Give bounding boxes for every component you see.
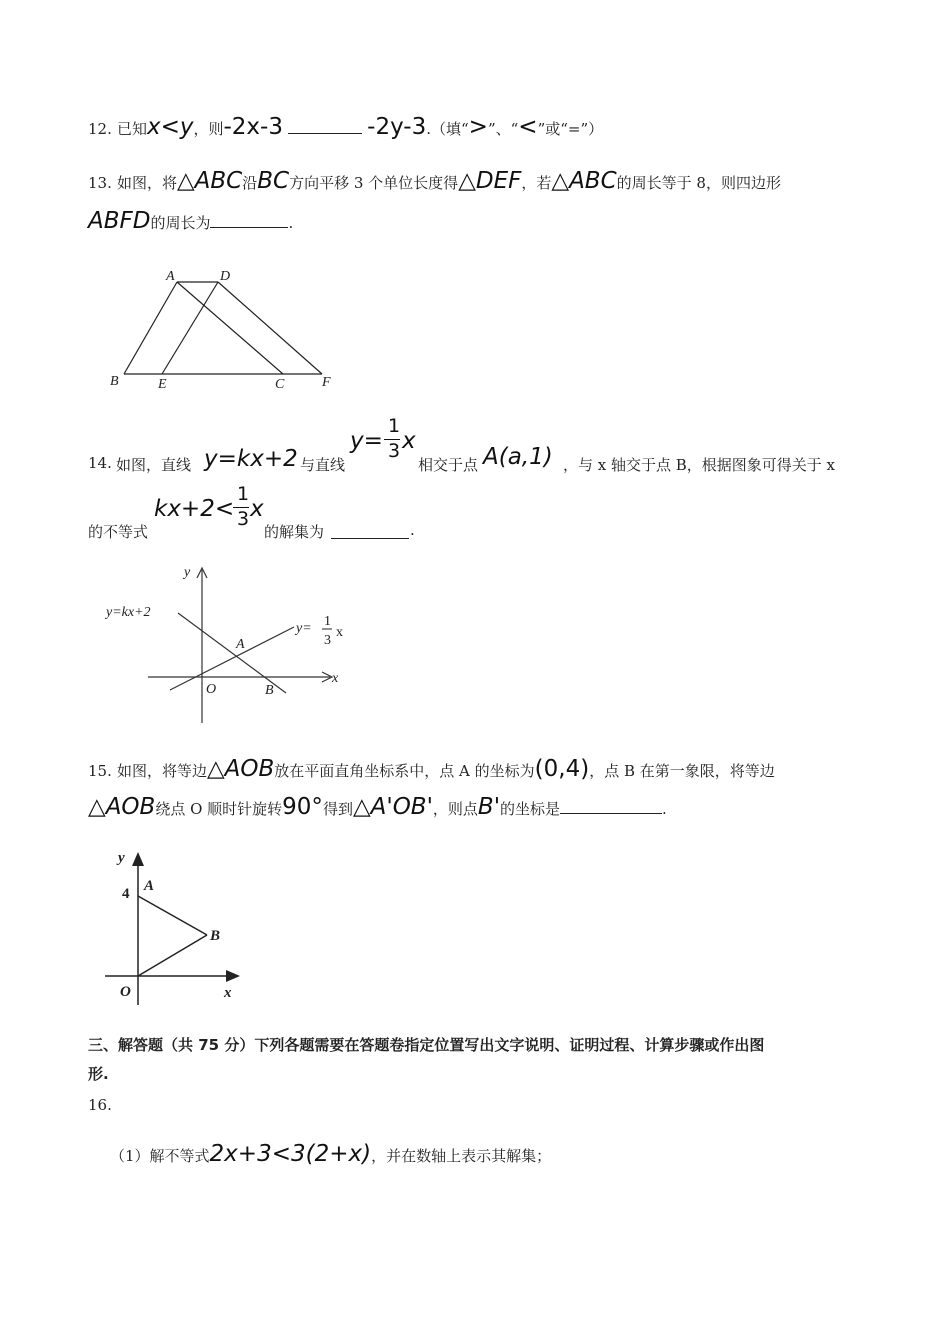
q12-text-3: .（填“ (426, 120, 469, 138)
label-o: O (120, 984, 131, 1000)
label-o: O (206, 682, 217, 697)
q13-text-5: 的周长等于 8，则四边形 (616, 174, 781, 192)
q14-y-equals: y= (350, 428, 383, 454)
label-c: C (275, 377, 285, 392)
q14-figure (100, 560, 360, 730)
segment-ac (177, 282, 283, 374)
q15-text-2: 放在平面直角坐标系中，点 A 的坐标为 (274, 762, 535, 780)
q14-frac-denominator-2: 3 (237, 508, 250, 530)
x-axis-arrow (226, 970, 240, 982)
segment-ab (138, 896, 207, 935)
axis-label-y: y (118, 850, 125, 866)
q15-figure (100, 840, 260, 1010)
q14-text-5: 的不等式 (88, 523, 149, 541)
q14-x-var-2: x (250, 496, 264, 522)
q15-text-4: 绕点 O 顺时针旋转 (155, 800, 283, 818)
q14-point-a: A(a,1) (483, 444, 553, 470)
q14-inequality-left: kx+2< (154, 496, 235, 522)
q12-less-symbol: < (518, 114, 538, 140)
q15-point-b-prime: B' (477, 794, 501, 820)
q14-text-7: . (410, 521, 415, 539)
question-16-number: 16. (88, 1096, 112, 1114)
axis-label-x: x (332, 671, 339, 686)
q15-angle: 90° (282, 794, 323, 820)
q15-triangle-aob-2: △AOB (88, 794, 156, 820)
section-3-heading (88, 1034, 764, 1084)
label-b: B (265, 683, 274, 698)
tick-label-4: 4 (122, 886, 130, 902)
label-a: A (166, 269, 175, 284)
label-line-2: y= (296, 621, 312, 636)
axis-label-y: y (184, 565, 191, 580)
q14-frac-numerator: 1 (388, 415, 401, 437)
question-12 (88, 114, 603, 140)
q14-text-2: 与直线 (300, 456, 346, 474)
answer-blank[interactable] (288, 117, 362, 134)
q12-given-inequality: x<y (146, 114, 194, 140)
q15-text-3: ，点 B 在第一象限，将等边 (589, 762, 775, 780)
segment-ob (138, 935, 207, 976)
q13-triangle-abc-2: △ABC (551, 168, 617, 194)
q15-triangle-aob: △AOB (206, 756, 275, 782)
axis-label-x: x (224, 985, 232, 1001)
answer-blank[interactable] (560, 797, 662, 814)
q13-triangle-def: △DEF (458, 168, 522, 194)
q12-greater-symbol: > (468, 114, 488, 140)
q12-text-4: ”、“ (487, 120, 519, 138)
q13-text-4: ，若 (521, 174, 552, 192)
question-number: 13. (88, 174, 112, 192)
label-line-2-num: 1 (324, 614, 331, 629)
q14-text-4: ，与 x 轴交于点 B，根据图象可得关于 x (563, 456, 836, 474)
label-line-1: y=kx+2 (106, 605, 151, 620)
question-16-part-1 (110, 1141, 551, 1167)
question-13-line-2 (88, 208, 293, 234)
question-15-line-2 (88, 794, 667, 820)
q13-figure (100, 262, 350, 397)
q13-triangle-abc: △ABC (176, 168, 243, 194)
q14-text-3: 相交于点 (418, 456, 479, 474)
question-number: 14. (88, 454, 112, 472)
question-15-line-1 (88, 756, 775, 782)
q15-coordinate-a: (0,4) (534, 756, 590, 782)
q15-text-6: ，则点 (432, 800, 478, 818)
q13-text-2: 沿 (242, 174, 258, 192)
label-a: A (236, 637, 245, 652)
section-3-line-2: 形. (88, 1065, 109, 1083)
q12-text-1: 已知 (116, 120, 147, 138)
segment-ab (124, 282, 177, 374)
section-3-line-1: 三、解答题（共 75 分）下列各题需要在答题卷指定位置写出文字说明、证明过程、计算步骤或作出图 (88, 1036, 765, 1054)
label-f: F (322, 375, 331, 390)
q15-text-1: 如图，将等边 (116, 762, 207, 780)
q16-part-1-text: ，并在数轴上表示其解集； (371, 1147, 552, 1165)
q16-inequality: 2x+3<3(2+x) (209, 1141, 372, 1167)
q15-triangle-rotated: △A'OB' (352, 794, 433, 820)
q14-frac-denominator: 3 (388, 440, 401, 462)
q14-text-6: 的解集为 (264, 523, 325, 541)
q14-text-1: 如图，直线 (116, 456, 192, 474)
question-number: 12. (88, 120, 112, 138)
q14-frac-numerator-2: 1 (237, 483, 250, 505)
q13-text-3: 方向平移 3 个单位长度得 (289, 174, 459, 192)
answer-blank[interactable] (331, 522, 409, 539)
q12-expression-2: -2y-3 (367, 114, 427, 140)
segment-de (162, 282, 218, 374)
q14-x-var: x (402, 428, 416, 454)
segment-df (218, 282, 322, 374)
q12-expression-1: -2x-3 (223, 114, 283, 140)
q12-text-2: ，则 (193, 120, 224, 138)
q15-text-5: 得到 (322, 800, 353, 818)
q13-quadrilateral: ABFD (88, 208, 151, 234)
q14-line-equation: y=kx+2 (204, 446, 298, 472)
line-kx-plus-2 (178, 613, 286, 693)
label-line-2-den: 3 (324, 633, 331, 648)
q13-text-1: 如图，将 (116, 174, 177, 192)
label-b: B (110, 374, 119, 389)
label-line-2-x: x (336, 625, 343, 640)
q13-segment-bc: BC (257, 168, 290, 194)
label-b: B (210, 928, 221, 944)
label-e: E (158, 377, 167, 392)
q13-text-6: 的周长为 (150, 214, 211, 232)
label-a: A (144, 878, 155, 894)
label-d: D (220, 269, 231, 284)
y-axis-arrow (132, 852, 144, 866)
answer-blank[interactable] (210, 211, 288, 228)
q12-text-5: ”或“=”） (537, 120, 604, 138)
line-one-third-x (170, 627, 294, 690)
q16-part-1-label: （1）解不等式 (110, 1147, 210, 1165)
q15-text-8: . (662, 800, 667, 818)
question-13-line-1 (88, 168, 781, 194)
question-number: 15. (88, 762, 112, 780)
q13-text-7: . (288, 214, 294, 232)
q15-text-7: 的坐标是 (500, 800, 561, 818)
